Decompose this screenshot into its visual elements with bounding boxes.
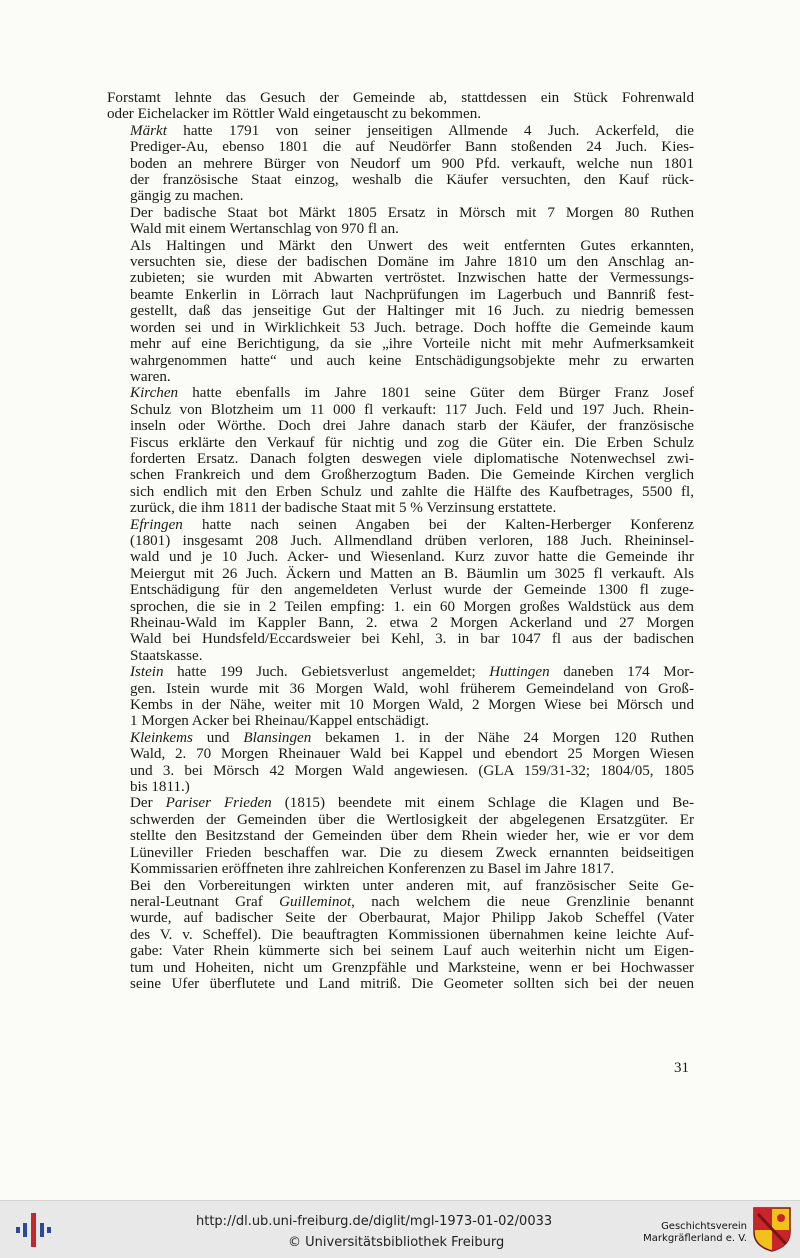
text-line: schen Frankreich und dem Großherzogtum Baden. Die Gemeinde Kirchen verglich (130, 467, 694, 484)
text-line: gängig zu machen. (130, 188, 244, 205)
text-line: mehr auf eine Berichtigung, da sie „ihre Vorteile nicht mit mehr Aufmerksamkeit (130, 336, 694, 353)
text-line: versuchten sie, diese der badischen Domäne im Jahre 1810 um den Anschlag an- (130, 254, 694, 271)
text-line: Kleinkems und Blansingen bekamen 1. in der Nähe 24 Morgen 120 Ruthen (130, 729, 694, 746)
text-line: Kommissarien eröffneten ihre zahlreichen Konferenzen zu Basel im Jahre 1817. (130, 861, 615, 878)
text-line: Märkt hatte 1791 von seiner jenseitigen Allmende 4 Juch. Ackerfeld, die (130, 122, 694, 139)
text-line: Istein hatte 199 Juch. Gebietsverlust angemeldet; Huttingen daneben 174 Mor- (130, 664, 694, 681)
text-line: waren. (130, 368, 171, 385)
paragraph (107, 517, 694, 665)
society-line-2: Markgräflerland e. V. (643, 1233, 747, 1244)
text-line: wald und je 10 Juch. Acker- und Wiesenland. Kurz zuvor hatte die Gemeinde ihr (130, 549, 694, 566)
text-line: sprochen, die sie in 2 Teilen empfing: 1. ein 60 Morgen großes Waldstück aus dem (130, 598, 694, 615)
text-line: Prediger-Au, ebenso 1801 die auf Neudörfer Bann stoßenden 24 Juch. Kies- (130, 139, 694, 156)
emphasized-name: Blansingen (243, 729, 312, 746)
text-line: bis 1811.) (130, 779, 190, 796)
text-line: wahrgenommen hatte“ und auch keine Entschädigungsobjekte mehr zu erwarten (130, 352, 694, 369)
text-line: worden sei und in Wirklichkeit 53 Juch. betrage. Doch hoffte die Gemeinde kaum (130, 319, 694, 336)
page-number: 31 (674, 1060, 689, 1076)
text-line: inseln oder Wörthe. Doch drei Jahre danach starb der Käufer, der französische (130, 418, 694, 435)
text-line: forderten Ersatz. Danach folgten deswegen viele diplomatische Notenwechsel zwi- (130, 450, 694, 467)
text-line: Lüneviller Frieden beschaffen war. Die zu diesem Zweck ernannten beidseitigen (130, 844, 694, 861)
paragraph (107, 205, 694, 238)
society-name (617, 1221, 747, 1245)
paragraph (107, 385, 694, 516)
text-line: Forstamt lehnte das Gesuch der Gemeinde ab, stattdessen ein Stück Fohrenwald (107, 90, 694, 106)
paragraph (107, 730, 694, 796)
coat-of-arms-icon (752, 1206, 792, 1253)
text-line: tum und Hoheiten, nicht um Grenzpfähle und Marksteine, wenn er bei Hochwasser (130, 959, 694, 976)
text-line: gestellt, daß das jenseitige Gut der Haltinger mit 16 Juch. zu niedrig bemessen (130, 303, 694, 320)
text-line: (1801) insgesamt 208 Juch. Allmendland drüben verloren, 188 Juch. Rheininsel- (130, 532, 694, 549)
emphasized-name: Efringen (130, 516, 183, 533)
text-line: Kirchen hatte ebenfalls im Jahre 1801 seine Güter dem Bürger Franz Josef (130, 385, 694, 402)
text-line: Als Haltingen und Märkt den Unwert des weit entfernten Gutes erkannten, (130, 237, 694, 254)
text-line: Wald, 2. 70 Morgen Rheinauer Wald bei Kappel und ebendort 25 Morgen Wiesen (130, 746, 694, 763)
emphasized-name: Märkt (130, 122, 167, 139)
document-url[interactable]: http://dl.ub.uni-freiburg.de/diglit/mgl-1973-01-02/0033 (196, 1214, 553, 1229)
text-line: Der badische Staat bot Märkt 1805 Ersatz in Mörsch mit 7 Morgen 80 Ruthen (130, 204, 694, 221)
paragraph (107, 664, 694, 730)
paragraph (107, 238, 694, 386)
text-line: Staatskasse. (130, 647, 203, 664)
society-line-1: Geschichtsverein (661, 1221, 747, 1232)
text-line: wurde, auf badischer Seite der Oberbaurat, Major Philipp Jakob Scheffel (Vater (130, 910, 694, 927)
text-line: Wald mit einem Wertanschlag von 970 fl an. (130, 221, 399, 238)
text-line: sich endlich mit den Erben Schulz und zahlte die Hälfte des Kaufbetrages, 5500 fl, (130, 483, 694, 500)
text-line: Meiergut mit 26 Juch. Äckern und Matten an B. Bäumlin um 3025 fl verkauft. Als (130, 565, 694, 582)
text-line: 1 Morgen Acker bei Rheinau/Kappel entschädigt. (130, 713, 430, 730)
text-line: Bei den Vorbereitungen wirkten unter anderen mit, auf französischer Seite Ge- (130, 877, 694, 894)
paragraph (107, 878, 694, 993)
text-line: zurück, die ihm 1811 der badische Staat mit 5 % Verzinsung erstattete. (130, 500, 557, 517)
emphasized-name: Pariser Frieden (165, 795, 272, 812)
text-line: Der Pariser Frieden (1815) beendete mit einem Schlage die Klagen und Be- (130, 795, 694, 812)
text-line: schwerden der Gemeinden über die Wertlosigkeit der abgelegenen Ersatzgüter. Er (130, 811, 694, 828)
viewer-footer (0, 1200, 800, 1258)
emphasized-name: Huttingen (489, 664, 550, 681)
body-text (107, 90, 694, 992)
emphasized-name: Guilleminot (279, 893, 352, 910)
text-line: stellte den Besitzstand der Gemeinden über dem Rhein wieder her, wie er vor dem (130, 828, 694, 845)
text-line: Entschädigung für den angemeldeten Verlust wurde der Gemeinde 1300 fl zuge- (130, 582, 694, 599)
text-line: und 3. bei Mörsch 42 Morgen Wald angewiesen. (GLA 159/31-32; 1804/05, 1805 (130, 762, 694, 779)
text-line: gabe: Vater Rhein kümmerte sich bei seinem Lauf auch weiterhin nicht um Eigen- (130, 943, 694, 960)
emphasized-name: Kirchen (130, 385, 179, 402)
text-line: des V. v. Scheffel). Die beauftragten Kommissionen übernahmen keine leichte Auf- (130, 926, 694, 943)
text-line: Schulz von Blotzheim um 11 000 fl verkauft: 117 Juch. Feld und 197 Juch. Rhein- (130, 401, 694, 418)
text-line: Efringen hatte nach seinen Angaben bei der Kalten-Herberger Konferenz (130, 516, 694, 533)
paragraph (107, 90, 694, 123)
text-line: oder Eichelacker im Röttler Wald eingetauscht zu bekommen. (107, 106, 482, 123)
text-line: neral-Leutnant Graf Guilleminot, nach welchem die neue Grenzlinie benannt (130, 893, 695, 910)
text-line: zubieten; sie wurden mit Abwarten vertröstet. Inzwischen hatte der Vermessungs- (130, 270, 694, 287)
emphasized-name: Istein (130, 664, 164, 681)
text-line: seine Ufer überflutete und Land mitriß. Die Geometer sollten sich bei der neuen (130, 975, 694, 992)
text-line: beamte Enkerlin in Lörrach laut Nachprüfungen im Lagerbuch und Bannriß fest- (130, 286, 694, 303)
ub-freiburg-logo-icon (14, 1211, 54, 1249)
paragraph (107, 795, 694, 877)
text-line: gen. Istein wurde mit 36 Morgen Wald, wohl früherem Gemeindeland von Groß- (130, 680, 694, 697)
text-line: Rheinau-Wald im Kappler Bann, 2. etwa 2 Morgen Ackerland und 27 Morgen (130, 615, 694, 631)
text-line: Fiscus erklärte den Verkauf für nichtig und zog die Güter ein. Die Erben Schulz (130, 434, 694, 451)
copyright-notice: © Universitätsbibliothek Freiburg (288, 1235, 505, 1250)
paragraph (107, 123, 694, 205)
emphasized-name: Kleinkems (130, 729, 193, 746)
text-line: boden an mehrere Bürger von Neudorf um 900 Pfd. verkauft, welche nun 1801 (130, 155, 694, 172)
text-line: der französische Staat einzog, weshalb die Käufer versuchten, den Kauf rück- (130, 172, 694, 189)
text-line: Wald bei Hundsfeld/Eccardsweier bei Kehl, 3. in bar 1047 fl aus der badischen (130, 631, 694, 648)
text-line: Kembs in der Nähe, weiter mit 10 Morgen Wald, 2 Morgen Wiese bei Mörsch und (130, 697, 694, 714)
